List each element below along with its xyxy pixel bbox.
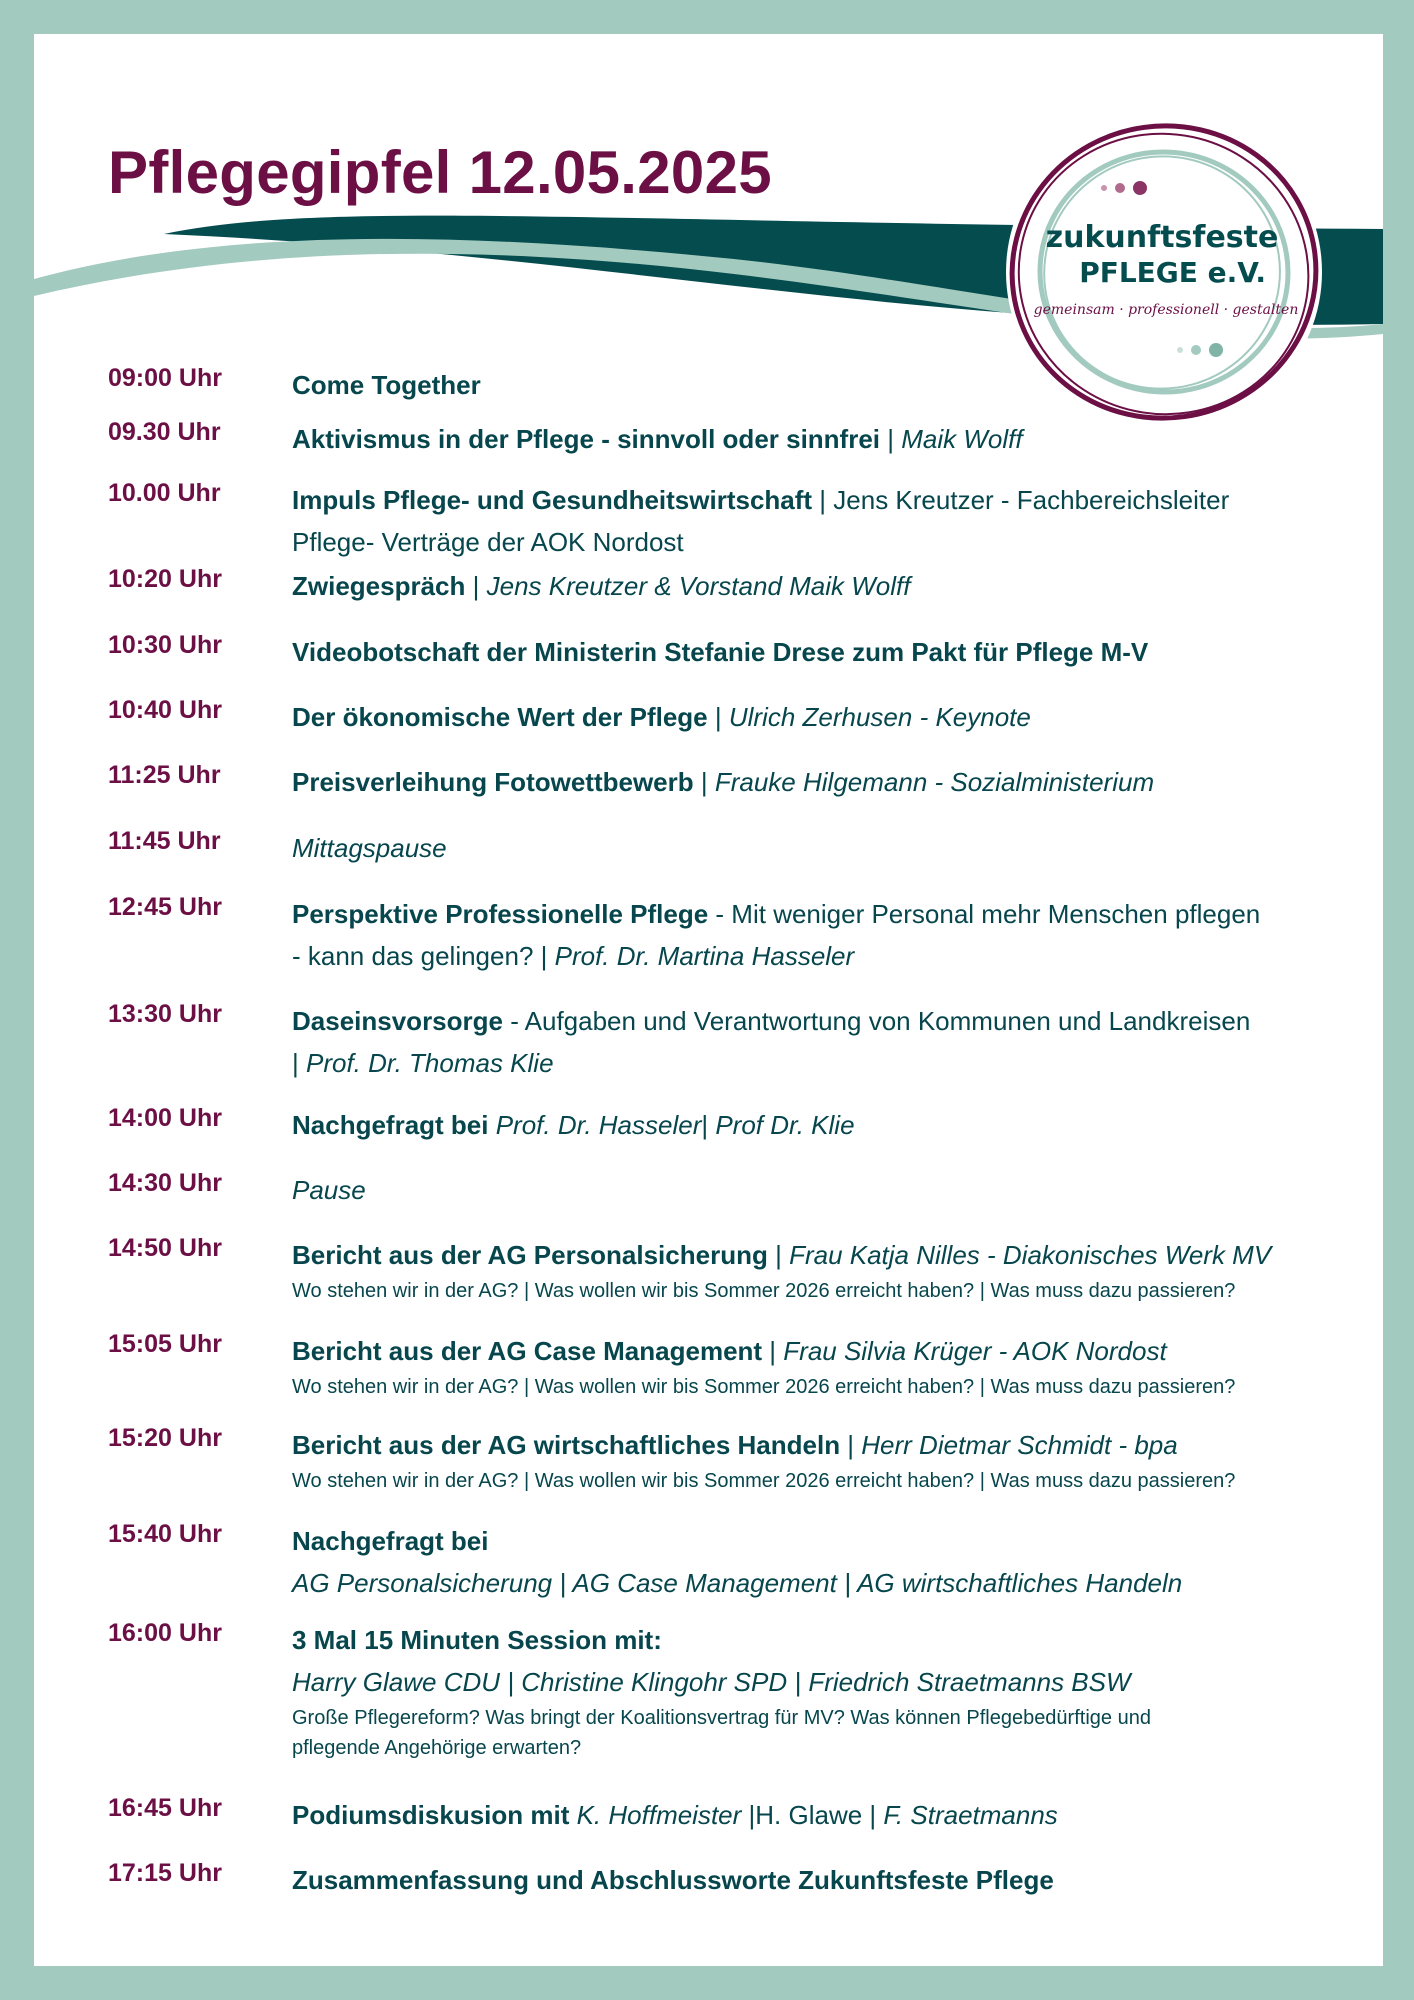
agenda-text: | bbox=[292, 1048, 306, 1078]
agenda-speaker: Frau Katja Nilles - Diakonisches Werk MV bbox=[789, 1240, 1272, 1270]
agenda-line bbox=[292, 1661, 1342, 1703]
agenda-title: Podiumsdiskusion mit bbox=[292, 1800, 577, 1830]
agenda-content bbox=[292, 1104, 1342, 1146]
agenda-time: 15:40 Uhr bbox=[108, 1520, 222, 1548]
agenda-line bbox=[292, 696, 1342, 738]
agenda-content bbox=[292, 1330, 1342, 1402]
agenda-content bbox=[292, 479, 1342, 563]
agenda-text: - Mit weniger Personal mehr Menschen pflegen bbox=[708, 899, 1261, 929]
agenda-content bbox=[292, 631, 1342, 673]
agenda-line bbox=[292, 565, 1342, 607]
agenda-title: Aktivismus in der Pflege - sinnvoll oder sinnfrei bbox=[292, 424, 881, 454]
agenda-line bbox=[292, 364, 1342, 406]
agenda-line bbox=[292, 1169, 1342, 1211]
agenda-text: - kann das gelingen? | bbox=[292, 941, 555, 971]
agenda-speaker: Frauke Hilgemann - Sozialministerium bbox=[714, 767, 1155, 797]
agenda-time: 16:00 Uhr bbox=[108, 1619, 222, 1647]
agenda-time: 09:00 Uhr bbox=[108, 364, 222, 392]
logo-line1: zukunftsfeste bbox=[1045, 220, 1279, 255]
agenda-time: 14:00 Uhr bbox=[108, 1104, 222, 1132]
agenda-time: 09.30 Uhr bbox=[108, 418, 221, 446]
agenda-line bbox=[292, 479, 1342, 521]
agenda-speaker: Ulrich Zerhusen - Keynote bbox=[728, 702, 1031, 732]
agenda-line bbox=[292, 935, 1342, 977]
agenda-text: - Aufgaben und Verantwortung von Kommunen und Landkreisen bbox=[502, 1006, 1251, 1036]
agenda-content bbox=[292, 1794, 1342, 1836]
agenda-text: | Jens Kreutzer - Fachbereichsleiter bbox=[812, 485, 1230, 515]
agenda-title: Nachgefragt bei bbox=[292, 1110, 496, 1140]
agenda-time: 10:30 Uhr bbox=[108, 631, 222, 659]
agenda-line bbox=[292, 1794, 1342, 1836]
agenda-speaker: Herr Dietmar Schmidt - bpa bbox=[861, 1430, 1178, 1460]
agenda-title: Bericht aus der AG Case Management bbox=[292, 1336, 763, 1366]
agenda-line bbox=[292, 1104, 1342, 1146]
agenda-line bbox=[292, 1619, 1342, 1661]
agenda-title: Daseinsvorsorge bbox=[292, 1006, 503, 1036]
agenda-text: | bbox=[880, 424, 902, 454]
agenda-speaker: K. Hoffmeister bbox=[576, 1800, 749, 1830]
agenda-line bbox=[292, 893, 1342, 935]
agenda-line bbox=[292, 1276, 1342, 1306]
agenda-content bbox=[292, 1169, 1342, 1211]
agenda-time: 11:45 Uhr bbox=[108, 827, 221, 855]
agenda-speaker: Prof Dr. Klie bbox=[715, 1110, 855, 1140]
agenda-text: Wo stehen wir in der AG? | Was wollen wir bis Sommer 2026 erreicht haben? | Was muss dazu passieren? bbox=[292, 1470, 1236, 1492]
agenda-text: Pflege- Verträge der AOK Nordost bbox=[292, 527, 684, 557]
agenda-text: | bbox=[465, 571, 487, 601]
agenda-speaker: Harry Glawe CDU | Christine Klingohr SPD | Friedrich Straetmanns BSW bbox=[292, 1667, 1131, 1697]
agenda-time: 10:40 Uhr bbox=[108, 696, 222, 724]
agenda-content bbox=[292, 827, 1342, 869]
agenda-line bbox=[292, 1466, 1342, 1496]
agenda-title: Zusammenfassung und Abschlussworte Zukunftsfeste Pflege bbox=[292, 1865, 1054, 1895]
agenda-speaker: Prof. Dr. Martina Hasseler bbox=[554, 941, 855, 971]
agenda-title: 3 Mal 15 Minuten Session mit: bbox=[292, 1625, 662, 1655]
agenda-text: |H. Glawe | bbox=[748, 1800, 884, 1830]
flyer-page bbox=[34, 34, 1383, 1966]
agenda-line bbox=[292, 1330, 1342, 1372]
agenda-title: Nachgefragt bei bbox=[292, 1526, 489, 1556]
agenda-content bbox=[292, 364, 1342, 406]
agenda-speaker: Frau Silvia Krüger - AOK Nordost bbox=[783, 1336, 1167, 1366]
agenda-speaker: Prof. Dr. Hasseler bbox=[495, 1110, 702, 1140]
agenda-text: Wo stehen wir in der AG? | Was wollen wir bis Sommer 2026 erreicht haben? | Was muss dazu passieren? bbox=[292, 1376, 1236, 1398]
agenda-content bbox=[292, 1859, 1342, 1901]
agenda-title: Der ökonomische Wert der Pflege bbox=[292, 702, 708, 732]
agenda-line bbox=[292, 827, 1342, 869]
agenda-speaker: Prof. Dr. Thomas Klie bbox=[305, 1048, 554, 1078]
agenda-time: 10.00 Uhr bbox=[108, 479, 221, 507]
agenda-content bbox=[292, 1619, 1342, 1763]
agenda-text: | bbox=[693, 767, 715, 797]
agenda-line bbox=[292, 1733, 1342, 1763]
agenda-time: 10:20 Uhr bbox=[108, 565, 222, 593]
agenda-time: 14:50 Uhr bbox=[108, 1234, 222, 1262]
agenda-line bbox=[292, 418, 1342, 460]
agenda-content bbox=[292, 1234, 1342, 1306]
agenda-line bbox=[292, 1424, 1342, 1466]
page-title: Pflegegipfel 12.05.2025 bbox=[108, 139, 772, 206]
agenda-content bbox=[292, 1520, 1342, 1604]
agenda-title: Come Together bbox=[292, 370, 481, 400]
agenda-text: pflegende Angehörige erwarten? bbox=[292, 1737, 582, 1759]
agenda-content bbox=[292, 893, 1342, 977]
agenda-line bbox=[292, 1372, 1342, 1402]
agenda-title: Bericht aus der AG Personalsicherung bbox=[292, 1240, 768, 1270]
logo-line2: PFLEGE e.V. bbox=[1079, 256, 1266, 289]
agenda-text: | bbox=[767, 1240, 790, 1270]
agenda-speaker: AG Personalsicherung | AG Case Management | AG wirtschaftliches Handeln bbox=[292, 1568, 1183, 1598]
agenda-time: 15:20 Uhr bbox=[108, 1424, 222, 1452]
agenda-line bbox=[292, 1562, 1342, 1604]
agenda-speaker: Pause bbox=[292, 1175, 366, 1205]
agenda-time: 14:30 Uhr bbox=[108, 1169, 222, 1197]
agenda-line bbox=[292, 1234, 1342, 1276]
agenda-line bbox=[292, 1520, 1342, 1562]
agenda-time: 11:25 Uhr bbox=[108, 761, 221, 789]
agenda-title: Impuls Pflege- und Gesundheitswirtschaft bbox=[292, 485, 813, 515]
agenda-speaker: F. Straetmanns bbox=[883, 1800, 1058, 1830]
agenda-content bbox=[292, 418, 1342, 460]
agenda-line bbox=[292, 521, 1342, 563]
agenda-speaker: Jens Kreutzer & Vorstand Maik Wolff bbox=[486, 571, 911, 601]
agenda-title: Zwiegespräch bbox=[292, 571, 466, 601]
agenda-time: 16:45 Uhr bbox=[108, 1794, 222, 1822]
agenda-title: Bericht aus der AG wirtschaftliches Handeln bbox=[292, 1430, 841, 1460]
agenda-line bbox=[292, 1042, 1342, 1084]
agenda-text: Wo stehen wir in der AG? | Was wollen wir bis Sommer 2026 erreicht haben? | Was muss dazu passieren? bbox=[292, 1280, 1236, 1302]
agenda-title: Videobotschaft der Ministerin Stefanie Drese zum Pakt für Pflege M-V bbox=[292, 637, 1149, 667]
agenda-content bbox=[292, 761, 1342, 803]
agenda-content bbox=[292, 1424, 1342, 1496]
agenda-time: 15:05 Uhr bbox=[108, 1330, 222, 1358]
agenda-line bbox=[292, 1703, 1342, 1733]
logo-tagline: gemeinsam · professionell · gestalten bbox=[1033, 302, 1299, 318]
agenda-title: Preisverleihung Fotowettbewerb bbox=[292, 767, 694, 797]
agenda-content bbox=[292, 696, 1342, 738]
agenda-text: | bbox=[762, 1336, 784, 1366]
agenda-content bbox=[292, 565, 1342, 607]
agenda-speaker: Maik Wolff bbox=[901, 424, 1023, 454]
agenda-text: | bbox=[707, 702, 729, 732]
agenda-line bbox=[292, 761, 1342, 803]
agenda-text: | bbox=[840, 1430, 862, 1460]
agenda-time: 12:45 Uhr bbox=[108, 893, 222, 921]
agenda-speaker: Mittagspause bbox=[292, 833, 447, 863]
agenda-time: 13:30 Uhr bbox=[108, 1000, 222, 1028]
agenda-text: | bbox=[701, 1110, 716, 1140]
agenda-line bbox=[292, 631, 1342, 673]
agenda-content bbox=[292, 1000, 1342, 1084]
agenda-title: Perspektive Professionelle Pflege bbox=[292, 899, 709, 929]
agenda-line bbox=[292, 1000, 1342, 1042]
agenda-time: 17:15 Uhr bbox=[108, 1859, 222, 1887]
agenda-line bbox=[292, 1859, 1342, 1901]
agenda-text: Große Pflegereform? Was bringt der Koalitionsvertrag für MV? Was können Pflegebedürftige und bbox=[292, 1707, 1151, 1729]
